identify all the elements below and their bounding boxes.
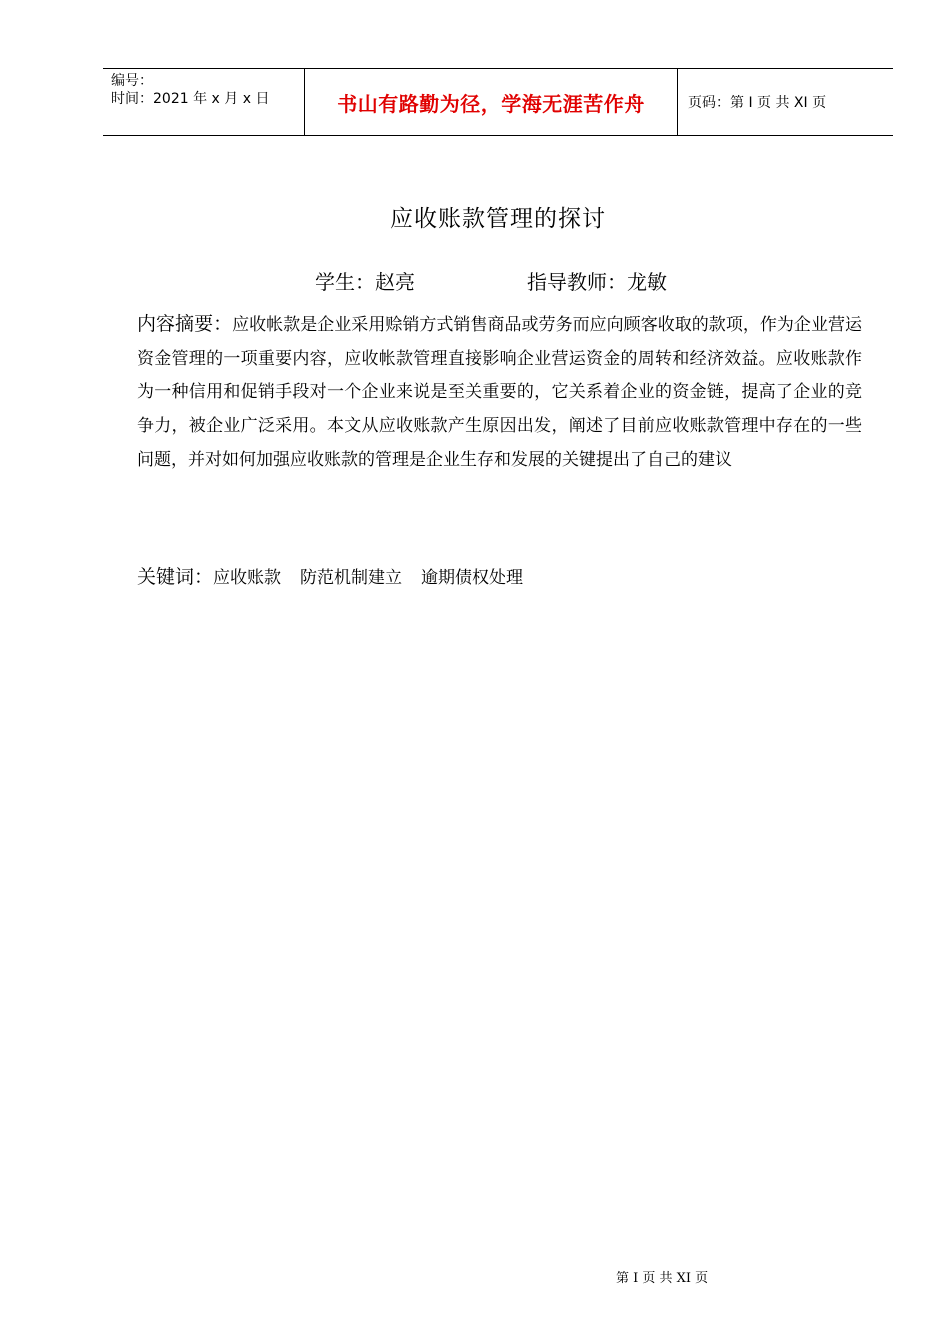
keyword-item: 逾期债权处理 [421, 568, 524, 588]
motto-text: 书山有路勤为径，学海无涯苦作舟 [337, 91, 645, 116]
header-meta [103, 69, 304, 135]
abstract-paragraph [137, 308, 862, 478]
abstract-label: 内容摘要： [137, 313, 233, 335]
keyword-item: 应收账款 [213, 568, 282, 588]
page-info: 页码：第 I 页 共 XI 页 [688, 95, 827, 111]
keyword-item: 防范机制建立 [300, 568, 403, 588]
header-page-cell [678, 69, 893, 135]
abstract-text: 应收帐款是企业采用赊销方式销售商品或劳务而应向顾客收取的款项，作为企业营运资金管理的一项重要内容，应收帐款管理直接影响企业营运资金的周转和经济效益。应收账款作为一种信用和促销手段对一个企业来说是至关重要的，它关系着企业的资金链，提高了企业的竞争力，被企业广泛采用。本文从应收账款产生原因出发，阐述了目前应收账款管理中存在的一些问题，并对如何加强应收账款的管理是企业生存和发展的关键提出了自己的建议 [137, 315, 862, 470]
time-line: 时间：2021 年 x 月 x 日 [111, 91, 270, 107]
keywords-label: 关键词： [137, 566, 214, 588]
document-header [103, 68, 893, 136]
document-title: 应收账款管理的探讨 [390, 206, 606, 232]
student-name: 学生：赵亮 [315, 270, 415, 294]
number-label: 编号： [111, 73, 153, 89]
header-motto-cell [304, 69, 678, 135]
page-footer: 第 I 页 共 XI 页 [616, 1271, 709, 1286]
advisor-name: 指导教师：龙敏 [527, 270, 667, 294]
keywords-line [137, 562, 542, 589]
author-line [315, 266, 667, 295]
